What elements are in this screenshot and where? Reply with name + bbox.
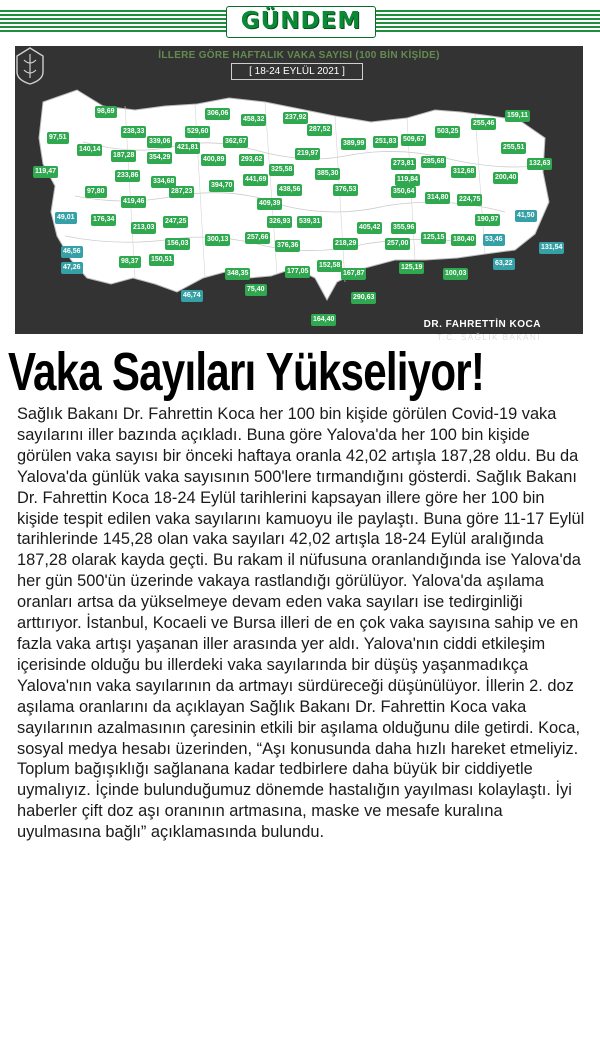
map-value: 251,83	[373, 136, 398, 148]
map-value: 255,46	[471, 118, 496, 130]
map-value: 150,51	[149, 254, 174, 266]
map-value: 503,25	[435, 126, 460, 138]
map-value: 312,68	[451, 166, 476, 178]
map-value: 218,29	[333, 238, 358, 250]
map-value: 164,40	[311, 314, 336, 326]
map-value: 41,50	[515, 210, 537, 222]
map-value: 255,51	[501, 142, 526, 154]
map-value: 376,53	[333, 184, 358, 196]
map-value: 257,66	[245, 232, 270, 244]
map-value: 290,63	[351, 292, 376, 304]
map-value: 131,54	[539, 242, 564, 254]
map-caption-name: DR. FAHRETTİN KOCA	[423, 319, 541, 330]
map-value: 167,87	[341, 268, 366, 280]
map-value: 159,11	[505, 110, 530, 122]
map-value: 385,30	[315, 168, 340, 180]
map-value: 350,64	[391, 186, 416, 198]
map-value: 285,68	[421, 156, 446, 168]
map-value: 293,62	[239, 154, 264, 166]
map-value: 238,33	[121, 126, 146, 138]
map-value: 421,81	[175, 142, 200, 154]
map-value: 247,25	[163, 216, 188, 228]
map-value: 180,40	[451, 234, 476, 246]
map-value: 213,03	[131, 222, 156, 234]
section-badge	[226, 6, 376, 38]
map-value: 409,39	[257, 198, 282, 210]
map-value: 200,40	[493, 172, 518, 184]
turkey-case-map	[15, 46, 583, 342]
map-value: 539,31	[297, 216, 322, 228]
article-body	[17, 404, 587, 843]
map-value: 400,89	[201, 154, 226, 166]
map-value: 125,19	[399, 262, 424, 274]
map-value: 47,26	[61, 262, 83, 274]
map-value: 339,06	[147, 136, 172, 148]
map-value: 389,99	[341, 138, 366, 150]
map-value: 46,74	[181, 290, 203, 302]
map-value: 458,32	[241, 114, 266, 126]
section-title: GÜNDEM	[240, 8, 362, 34]
map-value: 97,80	[85, 186, 107, 198]
map-value: 362,67	[223, 136, 248, 148]
map-value: 237,92	[283, 112, 308, 124]
map-value: 348,35	[225, 268, 250, 280]
map-value: 419,46	[121, 196, 146, 208]
map-value: 326,93	[267, 216, 292, 228]
map-value: 177,05	[285, 266, 310, 278]
map-value: 46,56	[61, 246, 83, 258]
map-value: 140,14	[77, 144, 102, 156]
map-heading: İLLERE GÖRE HAFTALIK VAKA SAYISI (100 BİN KİŞİDE)	[158, 50, 440, 61]
map-value: 438,56	[277, 184, 302, 196]
map-value: 355,96	[391, 222, 416, 234]
map-value: 334,68	[151, 176, 176, 188]
map-value: 257,00	[385, 238, 410, 250]
map-value: 152,58	[317, 260, 342, 272]
map-value: 441,69	[243, 174, 268, 186]
map-value: 405,42	[357, 222, 382, 234]
map-value: 49,01	[55, 212, 77, 224]
map-value: 97,51	[47, 132, 69, 144]
ministry-emblem-icon	[15, 46, 45, 86]
map-value: 273,81	[391, 158, 416, 170]
map-value: 63,22	[493, 258, 515, 270]
masthead	[0, 0, 600, 46]
map-value: 325,58	[269, 164, 294, 176]
article-text: Sağlık Bakanı Dr. Fahrettin Koca her 100 bin kişide görülen Covid-19 vaka sayılarını iller bazında açıkladı. Buna göre Yalova'da her 100 bin kişide görülen vaka sayısı bir önceki haftaya oranla 42,02 artışla 187,28 oldu. Bu da Yalova'da günlük vaka sayısının 500'lere tırmandığını gösterdi. Sağlık Bakanı Dr. Fahrettin Koca 18-24 Eylül tarihlerini kapsayan illere göre her 100 bin kişide tespit edilen vaka sayılarını kamuoyu ile paylaştı. Buna göre 11-17 Eylül tarihlerinde 145,28 olan vaka sayıları 42,02 artışla 18-24 Eylül aralığında 187,28 olarak kayda geçti. Bu rakam il nüfusuna oranlandığında ise Yalova'da her gün 500'ün üzerinde vakaya rastlandığı görülüyor. Yalova'da aşılama oranları artsa da yükselmeye devam eden vaka sayıları ise tedirginliği arttırıyor. İstanbul, Kocaeli ve Bursa illeri de en çok vaka sayısına sahip ve en fazla vaka artışı yaşanan iller arasında yer aldı. Yalova'nın ciddi etkileşim içerisinde olduğu bu illerdeki vaka sayılarında bir düşüş yaşanmadıkça Yalova'nın vaka sayılarının da artmayı sürdüreceği düşünülüyor. İllerin 2. doz aşılama oranlarını da açıklayan Sağlık Bakanı Dr. Fahrettin Koca vaka sayılarının azalmasının çaresinin etkili bir aşılama olduğunu dile getirdi. Koca, sosyal medya hesabı üzerinden, “Aşı konusunda daha hızlı hareket etmeliyiz. Toplum bağışıklığı sağlanana kadar tedbirlere daha büyük bir ciddiyetle uymalıyız. İçinde bulunduğumuz dönemde hastalığın yayılması kolaylaştı. İyi haberler çift doz aşı oranının artmasına, maske ve mesafe kuralına uyulmasına bağlı” açıklamasında bulundu.	[17, 405, 585, 842]
map-value: 233,86	[115, 170, 140, 182]
map-value: 219,97	[295, 148, 320, 160]
map-value: 376,36	[275, 240, 300, 252]
map-value: 287,52	[307, 124, 332, 136]
map-value: 187,28	[111, 150, 136, 162]
map-value: 314,80	[425, 192, 450, 204]
map-date-range: [ 18-24 EYLÜL 2021 ]	[231, 63, 363, 80]
map-value: 119,84	[395, 174, 420, 186]
map-value: 119,47	[33, 166, 58, 178]
map-value: 53,46	[483, 234, 505, 246]
map-value: 224,75	[457, 194, 482, 206]
map-value: 156,03	[165, 238, 190, 250]
map-value: 394,70	[209, 180, 234, 192]
map-value: 75,40	[245, 284, 267, 296]
map-value: 287,23	[169, 186, 194, 198]
map-value: 125,15	[421, 232, 446, 244]
map-value: 98,69	[95, 106, 117, 118]
map-value: 176,34	[91, 214, 116, 226]
map-value: 100,03	[443, 268, 468, 280]
article-headline: Vaka Sayıları Yükseliyor!	[8, 342, 485, 402]
map-value: 306,06	[205, 108, 230, 120]
map-value: 300,13	[205, 234, 230, 246]
map-value: 529,60	[185, 126, 210, 138]
map-value: 354,29	[147, 152, 172, 164]
map-value: 98,37	[119, 256, 141, 268]
map-caption-role: T.C. SAĞLIK BAKANI	[437, 333, 541, 342]
map-value: 509,67	[401, 134, 426, 146]
map-value: 132,63	[527, 158, 552, 170]
map-value: 190,97	[475, 214, 500, 226]
